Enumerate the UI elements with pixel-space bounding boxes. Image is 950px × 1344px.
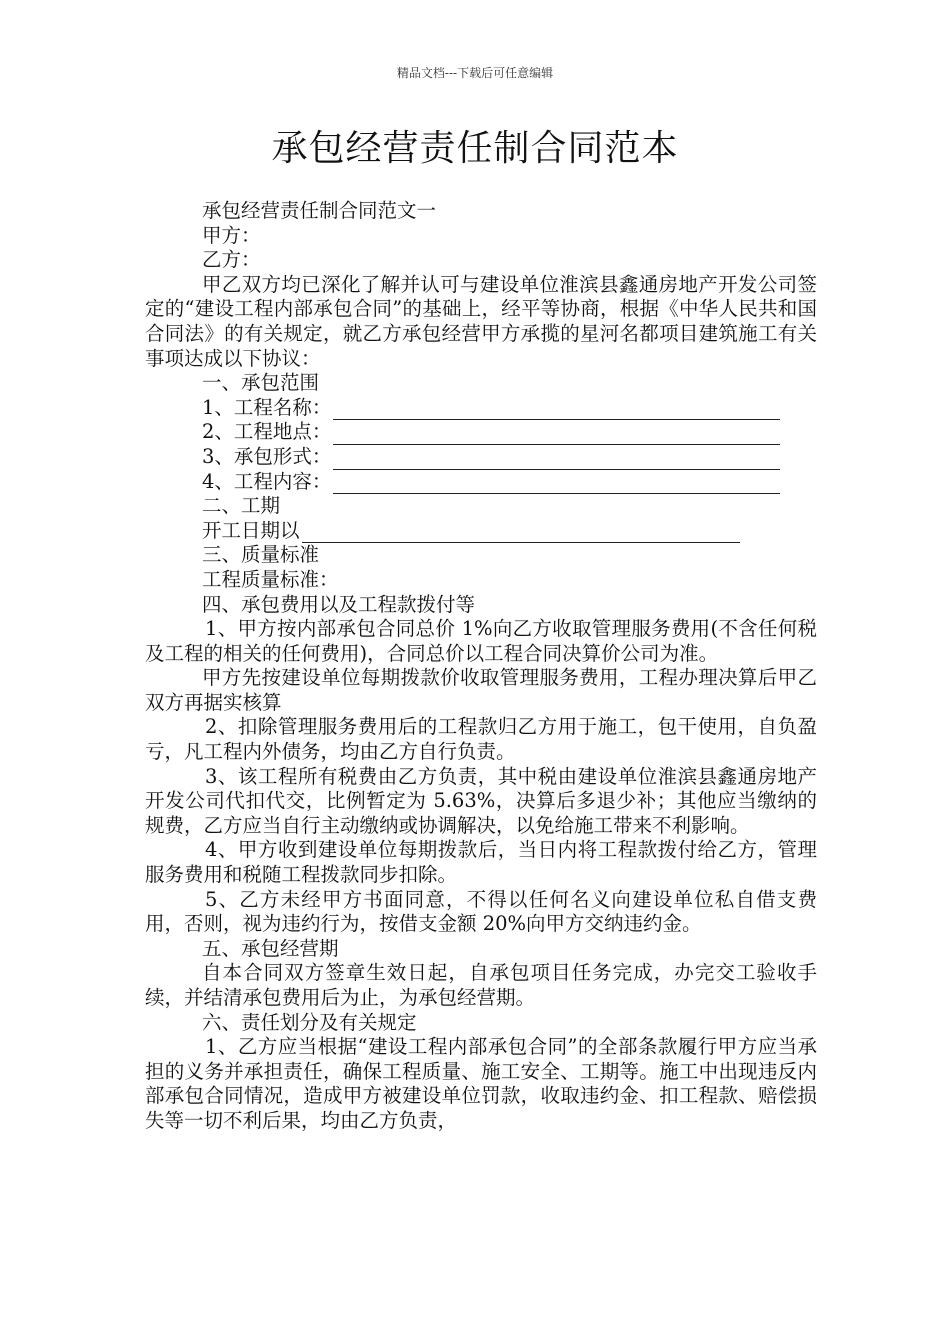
header-note: 精品文档---下载后可任意编辑 [396, 66, 554, 80]
section-heading-duration: 二、工期 [202, 494, 281, 518]
party-a-label: 甲方： [202, 223, 261, 247]
project-name-row [145, 396, 817, 421]
clause-4-1b: 甲方先按建设单位每期拨款价收取管理服务费用，工程办理决算后甲乙双方再据实核算 [145, 666, 817, 714]
document-body [145, 199, 817, 1134]
project-location-label: 2、工程地点： [202, 420, 332, 444]
project-content-row [145, 470, 817, 495]
contract-form-row [145, 445, 817, 470]
clause-4-4: 4、甲方收到建设单位每期拨款后，当日内将工程款拨付给乙方，管理服务费用和税随工程拨款同步扣除。 [145, 838, 817, 887]
clause-4-3: 3、该工程所有税费由乙方负责，其中税由建设单位淮滨县鑫通房地产开发公司代扣代交，比例暂定为 5.63%，决算后多退少补；其他应当缴纳的规费，乙方应当自行主动缴纳或协调解决，以免给施工带来不利影响。 [145, 764, 817, 837]
project-name-blank [333, 401, 780, 420]
start-date-label: 开工日期以 [202, 518, 300, 542]
clause-6-1: 1、乙方应当根据“建设工程内部承包合同”的全部条款履行甲方应当承担的义务并承担责任，确保工程质量、施工安全、工期等。施工中出现违反内部承包合同情况，造成甲方被建设单位罚款，收取违约金、扣工程款、赔偿损失等一切不利后果，均由乙方负责， [145, 1035, 817, 1132]
intro-paragraph: 甲乙双方均已深化了解并认可与建设单位淮滨县鑫通房地产开发公司签定的“建设工程内部承包合同”的基础上，经平等协商，根据《中华人民共和国合同法》的有关规定，就乙方承包经营甲方承揽的星河名都项目建筑施工有关事项达成以下协议： [145, 272, 817, 370]
clause-5: 自本合同双方签章生效日起，自承包项目任务完成，办完交工验收手续，并结清承包费用后为止，为承包经营期。 [145, 961, 817, 1009]
clause-4-5: 5、乙方未经甲方书面同意，不得以任何名义向建设单位私自借支费用，否则，视为违约行为，按借支金额 20%向甲方交纳违约金。 [145, 887, 817, 936]
project-location-row [145, 420, 817, 445]
project-content-label: 4、工程内容： [202, 469, 332, 493]
party-b-label: 乙方： [202, 248, 261, 272]
section-heading-responsibility: 六、责任划分及有关规定 [202, 1010, 417, 1034]
project-location-blank [333, 426, 780, 445]
contract-form-blank [333, 451, 780, 470]
quality-standard-label: 工程质量标准： [202, 567, 339, 591]
section-heading-fees: 四、承包费用以及工程款拨付等 [202, 592, 476, 616]
project-content-blank [333, 475, 780, 494]
contract-form-label: 3、承包形式： [202, 444, 332, 468]
start-date-blank [302, 524, 740, 543]
section-heading-quality: 三、质量标准 [202, 543, 320, 567]
section-heading-scope: 一、承包范围 [202, 371, 320, 395]
project-name-label: 1、工程名称： [202, 395, 332, 419]
subtitle: 承包经营责任制合同范文一 [202, 199, 437, 222]
start-date-row [145, 519, 817, 544]
section-heading-period: 五、承包经营期 [202, 936, 339, 960]
clause-4-1: 1、甲方按内部承包合同总价 1%向乙方收取管理服务费用(不含任何税及工程的相关的任何费用)，合同总价以工程合同决算价公司为准。 [145, 617, 817, 665]
clause-4-2: 2、扣除管理服务费用后的工程款归乙方用于施工，包干使用，自负盈亏，凡工程内外债务，均由乙方自行负责。 [145, 715, 817, 764]
document-title: 承包经营责任制合同范本 [271, 128, 679, 169]
